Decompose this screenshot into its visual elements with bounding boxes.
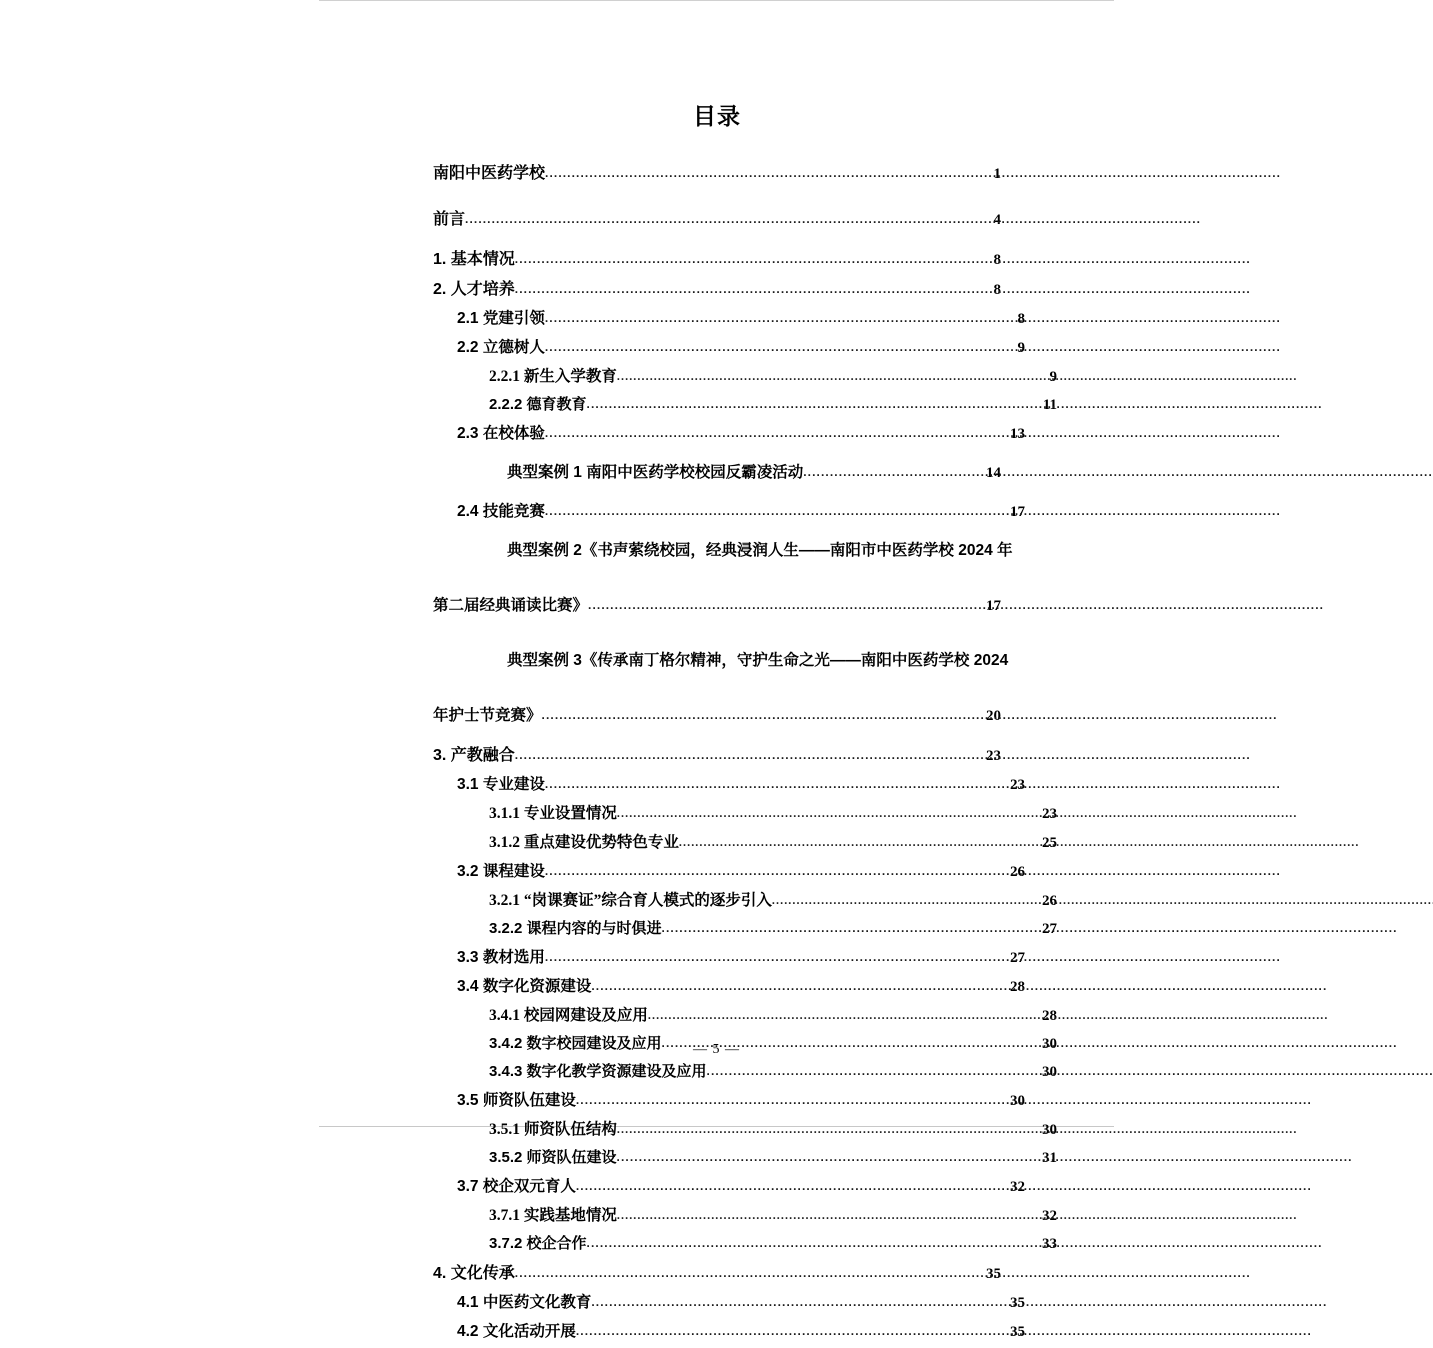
toc-entry[interactable]: [433, 703, 1001, 725]
toc-leader-dots: [662, 921, 1038, 935]
toc-leader-dots: [576, 1179, 1006, 1193]
toc-entry[interactable]: [489, 1003, 1057, 1025]
toc-entry[interactable]: [433, 276, 1001, 299]
toc-leader-dots: [542, 708, 982, 722]
toc-entry[interactable]: [457, 1174, 1025, 1196]
toc-entry-label: 3.4.1 校园网建设及应用: [489, 1007, 648, 1024]
toc-leader-dots: [545, 504, 1006, 518]
toc-entry[interactable]: [457, 974, 1025, 996]
toc-entry-label: 3.7 校企双元育人: [457, 1178, 576, 1195]
toc-entry-label: 3.1.1 专业设置情况: [489, 805, 617, 822]
toc-entry-label: 2.2.2 德育教育: [489, 396, 587, 413]
toc-entry-page-number: 27: [1010, 950, 1025, 966]
toc-entry[interactable]: [433, 246, 1001, 269]
toc-leader-dots: [587, 1236, 1038, 1250]
toc-leader-dots: [591, 1295, 1006, 1309]
toc-entry-page-number: 1: [993, 166, 1001, 182]
toc-entry-page-number: 9: [1017, 340, 1025, 356]
toc-entry-page-number: 28: [1010, 979, 1025, 995]
toc-entry[interactable]: [457, 499, 1025, 521]
toc-leader-dots: [648, 1008, 1038, 1023]
toc-leader-dots: [515, 252, 982, 266]
toc-leader-dots: [576, 1093, 1006, 1107]
toc-entry-page-number: 35: [986, 1266, 1001, 1282]
toc-leader-dots: [545, 166, 982, 180]
toc-entry-label: 2.1 党建引领: [457, 310, 545, 327]
toc-entry[interactable]: [433, 593, 1001, 615]
toc-entry-label: 典型案例 2《书声萦绕校园，经典浸润人生——南阳市中医药学校 2024 年: [507, 542, 1013, 559]
toc-entry-label: 3.5.2 师资队伍建设: [489, 1149, 617, 1166]
page-title: 目录: [693, 103, 741, 129]
toc-leader-dots: [545, 777, 1006, 791]
toc-leader-dots: [617, 806, 1038, 821]
toc-entry-label: 3.7.1 实践基地情况: [489, 1207, 617, 1224]
toc-entry[interactable]: [489, 801, 1057, 823]
toc-leader-dots: [515, 748, 982, 762]
toc-entry-label: 第二届经典诵读比赛》: [433, 597, 589, 614]
toc-entry-page-number: 30: [1042, 1036, 1057, 1052]
toc-entry[interactable]: [433, 538, 1013, 560]
toc-entry[interactable]: [489, 393, 1057, 414]
toc-entry-page-number: 27: [1042, 921, 1057, 937]
toc-entry-page-number: 23: [1010, 777, 1025, 793]
toc-entry-page-number: 25: [1042, 835, 1057, 851]
toc-entry-label: 3.4.2 数字校园建设及应用: [489, 1035, 662, 1052]
document-page: [319, 0, 1114, 1340]
toc-leader-dots: [591, 979, 1006, 993]
toc-entry-label: 年护士节竞赛》: [433, 707, 542, 724]
toc-entry-page-number: 20: [986, 708, 1001, 724]
toc-entry[interactable]: [489, 1060, 1057, 1081]
toc-entry[interactable]: [433, 460, 1001, 482]
toc-leader-dots: [545, 950, 1006, 964]
toc-leader-dots: [587, 397, 1038, 411]
toc-entry-label: 1. 基本情况: [433, 251, 515, 268]
toc-entry[interactable]: [457, 1290, 1025, 1312]
toc-entry-label: 3.1 专业建设: [457, 776, 545, 793]
toc-entry[interactable]: [457, 772, 1025, 794]
toc-leader-dots: [545, 864, 1006, 878]
toc-leader-dots: [545, 426, 1006, 440]
toc-entry-page-number: 9: [1049, 369, 1057, 385]
toc-entry-label: 4. 文化传承: [433, 1265, 515, 1282]
toc-entry-page-number: 26: [1042, 893, 1057, 909]
toc-entry-page-number: 17: [986, 598, 1001, 614]
toc-entry-label: 2. 人才培养: [433, 281, 515, 298]
toc-entry-label: 3.5.1 师资队伍结构: [489, 1121, 617, 1138]
toc-leader-dots: [545, 311, 1006, 325]
toc-entry-label: 2.2 立德树人: [457, 339, 545, 356]
toc-leader-dots: [515, 1266, 982, 1280]
page-footer: — 5 —: [693, 1042, 740, 1057]
toc-entry-page-number: 4: [993, 212, 1001, 228]
toc-entry-page-number: 26: [1010, 864, 1025, 880]
toc-entry-page-number: 11: [1042, 397, 1057, 413]
toc-entry-page-number: 31: [1042, 1150, 1057, 1166]
toc-leader-dots: [617, 1122, 1038, 1137]
toc-entry-label: 3.2 课程建设: [457, 863, 545, 880]
toc-entry-page-number: 30: [1010, 1093, 1025, 1109]
toc-entry-page-number: 33: [1042, 1236, 1057, 1252]
toc-entry[interactable]: [433, 160, 1001, 183]
toc-entry-label: 3.3 教材选用: [457, 949, 545, 966]
toc-entry[interactable]: [457, 306, 1025, 328]
toc-leader-dots: [588, 598, 982, 612]
toc-entry[interactable]: [433, 1260, 1001, 1283]
toc-entry-page-number: 35: [1010, 1324, 1025, 1340]
toc-leader-dots: [707, 1064, 1038, 1078]
toc-entry-page-number: 30: [1042, 1122, 1057, 1138]
toc-entry-label: 3.2.1 “岗课赛证”综合育人模式的逐步引入: [489, 892, 772, 909]
toc-entry-page-number: 8: [1017, 311, 1025, 327]
toc-leader-dots: [772, 893, 1038, 908]
toc-entry[interactable]: [489, 1232, 1057, 1253]
toc-entry-page-number: 28: [1042, 1008, 1057, 1024]
toc-entry-label: 3.5 师资队伍建设: [457, 1092, 576, 1109]
toc-entry-label: 前言: [433, 211, 466, 228]
toc-entry-label: 2.3 在校体验: [457, 425, 545, 442]
toc-leader-dots: [803, 465, 982, 479]
toc-entry-page-number: 13: [1010, 426, 1025, 442]
toc-leader-dots: [617, 1208, 1038, 1223]
toc-entry[interactable]: [433, 742, 1001, 765]
toc-entry[interactable]: [489, 1203, 1057, 1225]
toc-entry-label: 4.2 文化活动开展: [457, 1323, 576, 1340]
toc-entry[interactable]: [489, 364, 1057, 386]
toc-entry[interactable]: [489, 830, 1057, 852]
toc-entry[interactable]: [457, 1319, 1025, 1341]
toc-entry[interactable]: [489, 888, 1057, 910]
toc-entry-page-number: 32: [1042, 1208, 1057, 1224]
toc-leader-dots: [545, 340, 1006, 354]
toc-entry-label: 典型案例 1 南阳中医药学校校园反霸凌活动: [507, 464, 804, 481]
toc-entry-label: 3.1.2 重点建设优势特色专业: [489, 834, 679, 851]
toc-entry[interactable]: [489, 1146, 1057, 1167]
toc-entry-label: 4.1 中医药文化教育: [457, 1294, 592, 1311]
toc-entry[interactable]: [433, 648, 1009, 670]
toc-entry-page-number: 30: [1042, 1064, 1057, 1080]
table-of-contents: [433, 160, 1057, 1341]
toc-entry-page-number: 23: [1042, 806, 1057, 822]
toc-entry[interactable]: [433, 206, 1001, 229]
toc-entry-label: 南阳中医药学校: [433, 165, 546, 182]
toc-entry-label: 2.4 技能竞赛: [457, 503, 545, 520]
toc-entry-page-number: 17: [1010, 504, 1025, 520]
toc-entry[interactable]: [489, 1117, 1057, 1139]
toc-leader-dots: [617, 369, 1038, 384]
toc-entry-label: 3.4 数字化资源建设: [457, 978, 592, 995]
toc-entry[interactable]: [457, 945, 1025, 967]
toc-entry-label: 3.4.3 数字化教学资源建设及应用: [489, 1063, 707, 1080]
toc-entry[interactable]: [457, 859, 1025, 881]
toc-entry[interactable]: [457, 335, 1025, 357]
toc-leader-dots: [515, 282, 982, 296]
toc-entry[interactable]: [457, 421, 1025, 443]
toc-leader-dots: [465, 212, 982, 226]
page-content: [433, 1, 1057, 1348]
toc-entry-page-number: 8: [993, 282, 1001, 298]
toc-entry[interactable]: [457, 1088, 1025, 1110]
toc-entry-page-number: 35: [1010, 1295, 1025, 1311]
toc-entry[interactable]: [489, 917, 1057, 938]
toc-leader-dots: [576, 1324, 1006, 1338]
toc-entry-label: 3.7.2 校企合作: [489, 1235, 587, 1252]
toc-entry-label: 3.2.2 课程内容的与时俱进: [489, 920, 662, 937]
toc-entry-page-number: 23: [986, 748, 1001, 764]
toc-leader-dots: [617, 1150, 1038, 1164]
toc-entry-page-number: 32: [1010, 1179, 1025, 1195]
toc-entry-label: 2.2.1 新生入学教育: [489, 368, 617, 385]
toc-entry-page-number: 14: [986, 465, 1001, 481]
toc-entry-page-number: 8: [993, 252, 1001, 268]
toc-entry-label: 3. 产教融合: [433, 747, 515, 764]
toc-leader-dots: [679, 835, 1038, 850]
toc-entry-label: 典型案例 3《传承南丁格尔精神，守护生命之光——南阳中医药学校 2024: [507, 652, 1009, 669]
